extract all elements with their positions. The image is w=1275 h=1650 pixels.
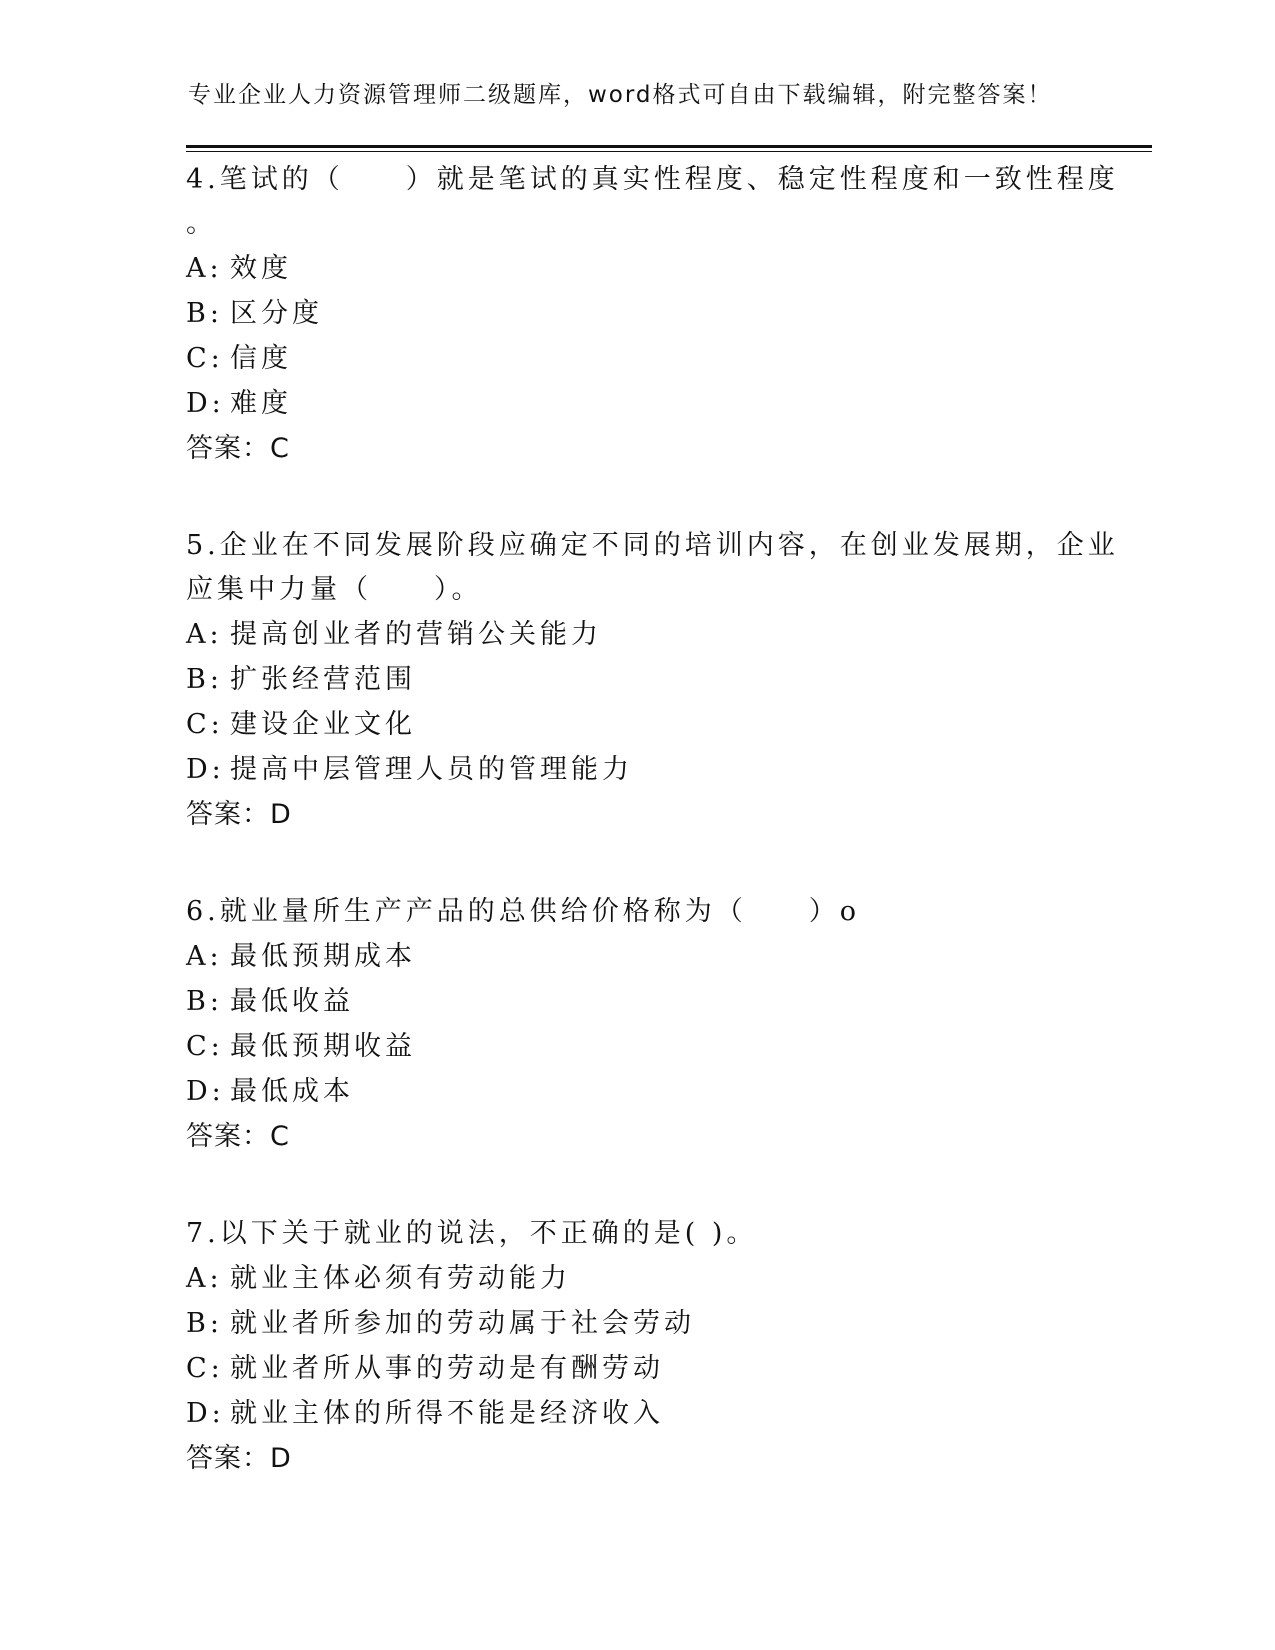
option-text: 就业主体必须有劳动能力 [230,1263,571,1294]
option-key: D: [186,388,225,419]
option-b [186,1301,1086,1346]
option-text: 就业者所参加的劳动属于社会劳动 [230,1308,695,1339]
option-list [186,246,1086,426]
answer-line: 答案：C [186,1121,290,1152]
option-key: C: [186,343,224,374]
header-rule-thin [186,151,1152,152]
option-text: 最低预期成本 [230,941,416,972]
header-rule-thick [186,145,1152,148]
option-key: B: [186,298,223,329]
option-c [186,702,1086,747]
question-stem-line: 。 [186,208,217,239]
question-stem [186,524,1119,612]
option-key: A: [186,941,223,972]
option-text: 最低收益 [230,986,354,1017]
answer-line: 答案：D [186,1443,292,1474]
question-4 [186,158,1119,472]
option-text: 效度 [230,253,292,284]
option-text: 就业主体的所得不能是经济收入 [230,1398,664,1429]
option-text: 就业者所从事的劳动是有酬劳动 [230,1353,664,1384]
option-d [186,1391,1086,1436]
option-text: 扩张经营范围 [230,664,416,695]
option-d [186,381,1086,426]
option-key: B: [186,664,223,695]
question-stem-line: 6.就业量所生产产品的总供给价格称为（ ）o [186,896,861,927]
question-list [186,158,1119,1534]
option-key: D: [186,754,225,785]
question-stem-line: 4.笔试的（ ）就是笔试的真实性程度、稳定性程度和一致性程度 [186,164,1119,195]
option-b [186,657,1086,702]
question-stem-line: 5.企业在不同发展阶段应确定不同的培训内容，在创业发展期，企业 [186,530,1119,561]
option-key: A: [186,1263,223,1294]
option-a [186,1256,1086,1301]
option-text: 区分度 [230,298,323,329]
option-key: C: [186,709,224,740]
question-stem [186,1212,1086,1256]
option-text: 信度 [230,343,292,374]
answer-line: 答案：C [186,433,290,464]
option-d [186,1069,1086,1114]
question-6 [186,890,1086,1160]
option-text: 建设企业文化 [230,709,416,740]
question-5 [186,524,1119,838]
option-b [186,291,1086,336]
option-text: 难度 [230,388,292,419]
option-list [186,612,1086,792]
page-header: 专业企业人力资源管理师二级题库，word格式可自由下载编辑，附完整答案！ [188,82,1053,108]
option-key: B: [186,1308,223,1339]
question-stem-line: 应集中力量（ ）。 [186,574,483,605]
option-c [186,336,1086,381]
option-b [186,979,1086,1024]
option-key: C: [186,1031,224,1062]
option-c [186,1346,1086,1391]
option-c [186,1024,1086,1069]
option-a [186,612,1086,657]
option-key: D: [186,1076,225,1107]
option-key: A: [186,253,223,284]
option-key: D: [186,1398,225,1429]
option-key: A: [186,619,223,650]
option-a [186,934,1086,979]
option-a [186,246,1086,291]
option-list [186,1256,1086,1436]
answer-line: 答案：D [186,799,292,830]
option-d [186,747,1086,792]
question-7 [186,1212,1086,1482]
option-text: 最低成本 [230,1076,354,1107]
option-text: 最低预期收益 [230,1031,416,1062]
question-stem-line: 7.以下关于就业的说法，不正确的是( )。 [186,1218,758,1249]
question-stem [186,158,1119,246]
option-key: C: [186,1353,224,1384]
question-stem [186,890,1086,934]
option-key: B: [186,986,223,1017]
option-text: 提高创业者的营销公关能力 [230,619,602,650]
option-list [186,934,1086,1114]
option-text: 提高中层管理人员的管理能力 [230,754,633,785]
